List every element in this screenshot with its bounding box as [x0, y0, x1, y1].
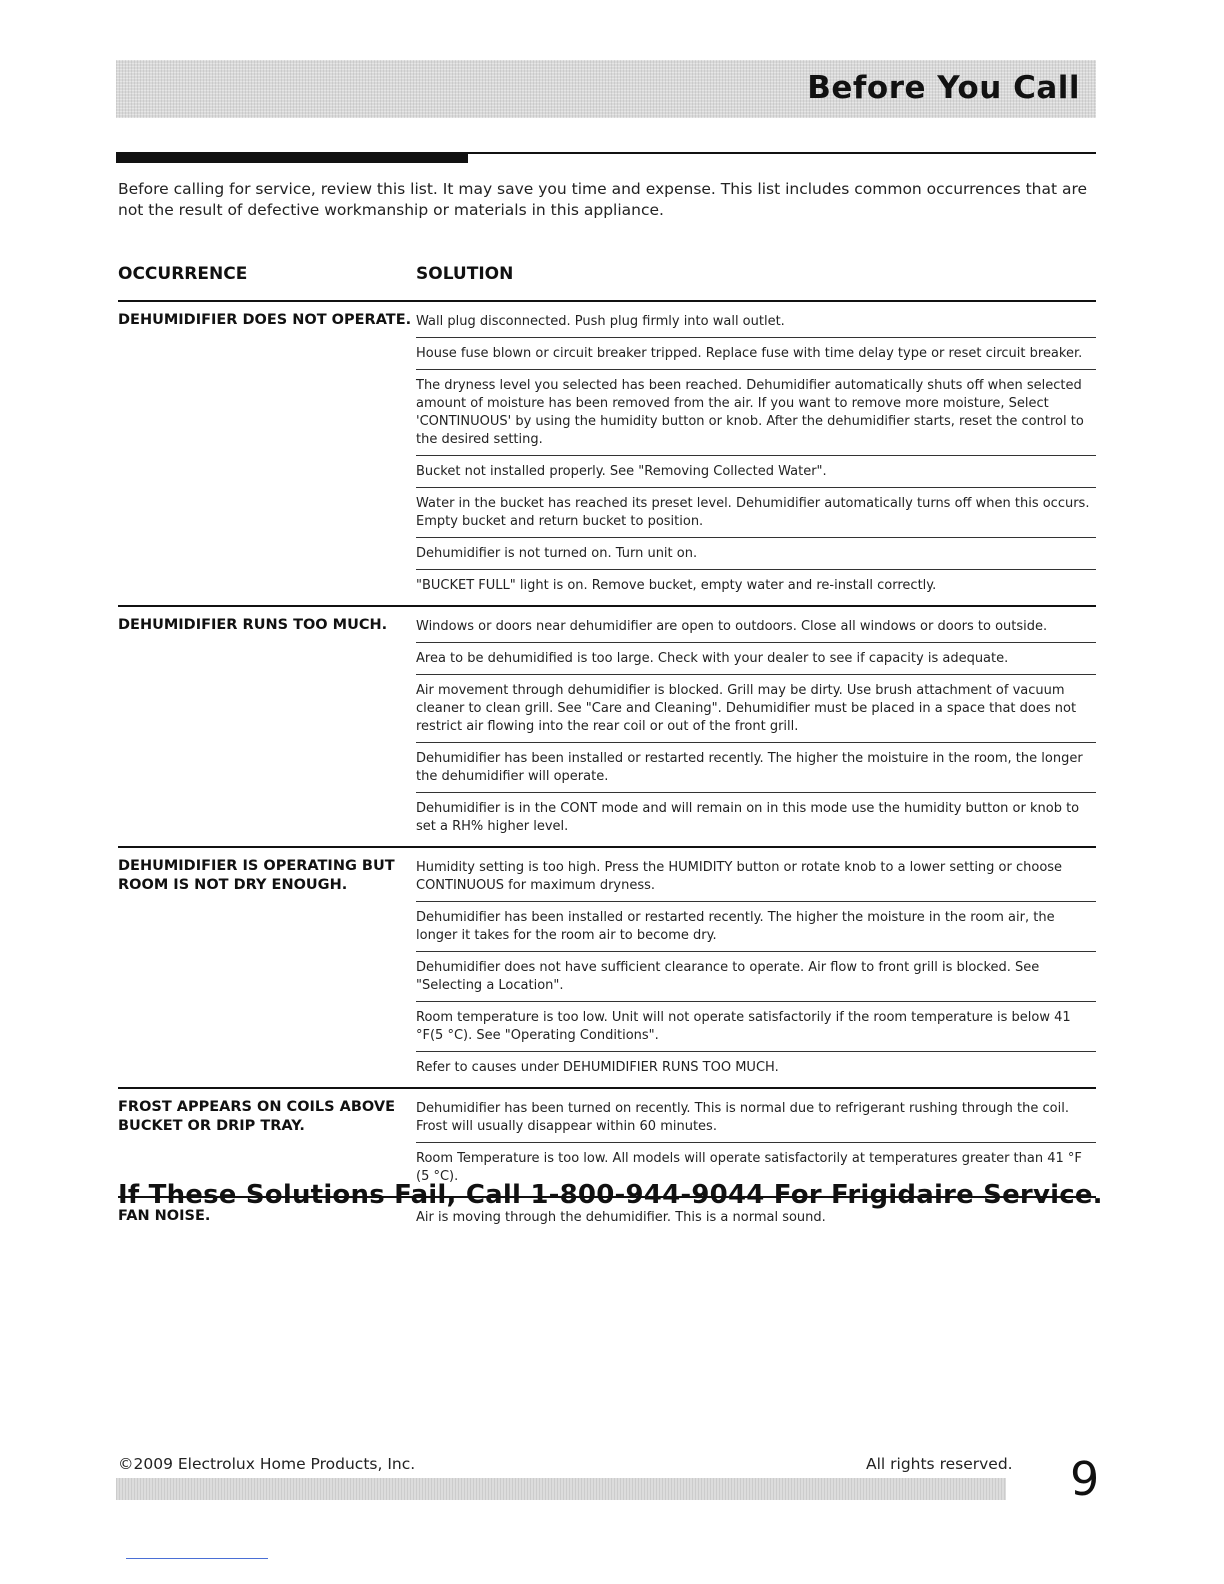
solution-item: Dehumidifier has been installed or restarted recently. The higher the moistuire in the room, the longer the dehumidifier will operate.: [416, 747, 1096, 793]
column-header-occurrence: OCCURRENCE: [118, 264, 248, 284]
occurrence-group: [118, 300, 1096, 605]
solution-item: Humidity setting is too high. Press the HUMIDITY button or rotate knob to a lower setting or choose CONTINUOUS for maximum dryness.: [416, 856, 1096, 902]
occurrence-group: [118, 846, 1096, 1087]
solution-item: Room Temperature is too low. All models will operate satisfactorily at temperatures greater than 41 °F (5 °C).: [416, 1151, 1082, 1184]
column-header-solution: SOLUTION: [416, 264, 514, 284]
intro-paragraph: Before calling for service, review this list. It may save you time and expense. This list includes common occurrences that are not the result of defective workmanship or materials in this appliance.: [118, 180, 1088, 219]
bottom-link-line: [126, 1558, 268, 1559]
solution-item: Bucket not installed properly. See "Removing Collected Water".: [416, 460, 1096, 488]
solution-item: Air is moving through the dehumidifier. This is a normal sound.: [416, 1210, 826, 1225]
solution-item: House fuse blown or circuit breaker tripped. Replace fuse with time delay type or reset circuit breaker.: [416, 342, 1096, 370]
occurrence-group: [118, 605, 1096, 846]
occurrence-label: FAN NOISE.: [118, 1208, 211, 1224]
solution-item: Dehumidifier has been turned on recently. This is normal due to refrigerant rushing through the coil. Frost will usually disappear within 60 minutes.: [416, 1097, 1096, 1143]
solution-item: Dehumidifier does not have sufficient clearance to operate. Air flow to front grill is blocked. See "Selecting a Location".: [416, 956, 1096, 1002]
solution-item: Wall plug disconnected. Push plug firmly into wall outlet.: [416, 310, 1096, 338]
service-callout: If These Solutions Fail, Call 1-800-944-9044 For Frigidaire Service.: [118, 1180, 1103, 1210]
footer-rights: All rights reserved.: [866, 1455, 1013, 1473]
solution-item: Dehumidifier is not turned on. Turn unit on.: [416, 542, 1096, 570]
solution-list: [416, 856, 1096, 1087]
solution-list: [416, 310, 1096, 605]
solution-item: "BUCKET FULL" light is on. Remove bucket, empty water and re-install correctly.: [416, 578, 937, 593]
occurrence-label: DEHUMIDIFIER IS OPERATING BUT ROOM IS NOT DRY ENOUGH.: [118, 858, 395, 893]
solution-item: Refer to causes under DEHUMIDIFIER RUNS TOO MUCH.: [416, 1060, 779, 1075]
header-banner: [116, 60, 1096, 118]
solution-item: Area to be dehumidified is too large. Check with your dealer to see if capacity is adequate.: [416, 647, 1096, 675]
solution-item: Windows or doors near dehumidifier are open to outdoors. Close all windows or doors to outside.: [416, 615, 1096, 643]
occurrence-label: FROST APPEARS ON COILS ABOVE BUCKET OR DRIP TRAY.: [118, 1099, 395, 1134]
header-rule-accent: [116, 152, 468, 163]
occurrence-label: DEHUMIDIFIER DOES NOT OPERATE.: [118, 312, 412, 328]
solution-item: Air movement through dehumidifier is blocked. Grill may be dirty. Use brush attachment of vacuum cleaner to clean grill. See "Care and Cleaning". Dehumidifier must be placed in a space that does not restrict air flowing into the rear coil or out of the front grill.: [416, 679, 1096, 743]
solution-list: [416, 615, 1096, 846]
page-number: 9: [1070, 1452, 1100, 1506]
solution-item: Dehumidifier is in the CONT mode and will remain on in this mode use the humidity button or knob to set a RH% higher level.: [416, 801, 1080, 834]
solution-item: Water in the bucket has reached its preset level. Dehumidifier automatically turns off when this occurs. Empty bucket and return bucket to position.: [416, 492, 1096, 538]
solution-item: Room temperature is too low. Unit will not operate satisfactorily if the room temperature is below 41 °F(5 °C). See "Operating Conditions".: [416, 1006, 1096, 1052]
footer-bar: [116, 1478, 1006, 1500]
solution-item: Dehumidifier has been installed or restarted recently. The higher the moisture in the room air, the longer it takes for the room air to become dry.: [416, 906, 1096, 952]
troubleshooting-table: [118, 300, 1096, 1237]
footer-copyright: ©2009 Electrolux Home Products, Inc.: [118, 1455, 416, 1473]
solution-item: The dryness level you selected has been reached. Dehumidifier automatically shuts off when selected amount of moisture has been removed from the air. If you want to remove more moisture, Select 'CONTINUOUS' by using the humidity button or knob. After the dehumidifier starts, reset the control to the desired setting.: [416, 374, 1096, 456]
solution-list: [416, 1206, 1096, 1237]
occurrence-label: DEHUMIDIFIER RUNS TOO MUCH.: [118, 617, 388, 633]
page-title: Before You Call: [807, 70, 1080, 106]
